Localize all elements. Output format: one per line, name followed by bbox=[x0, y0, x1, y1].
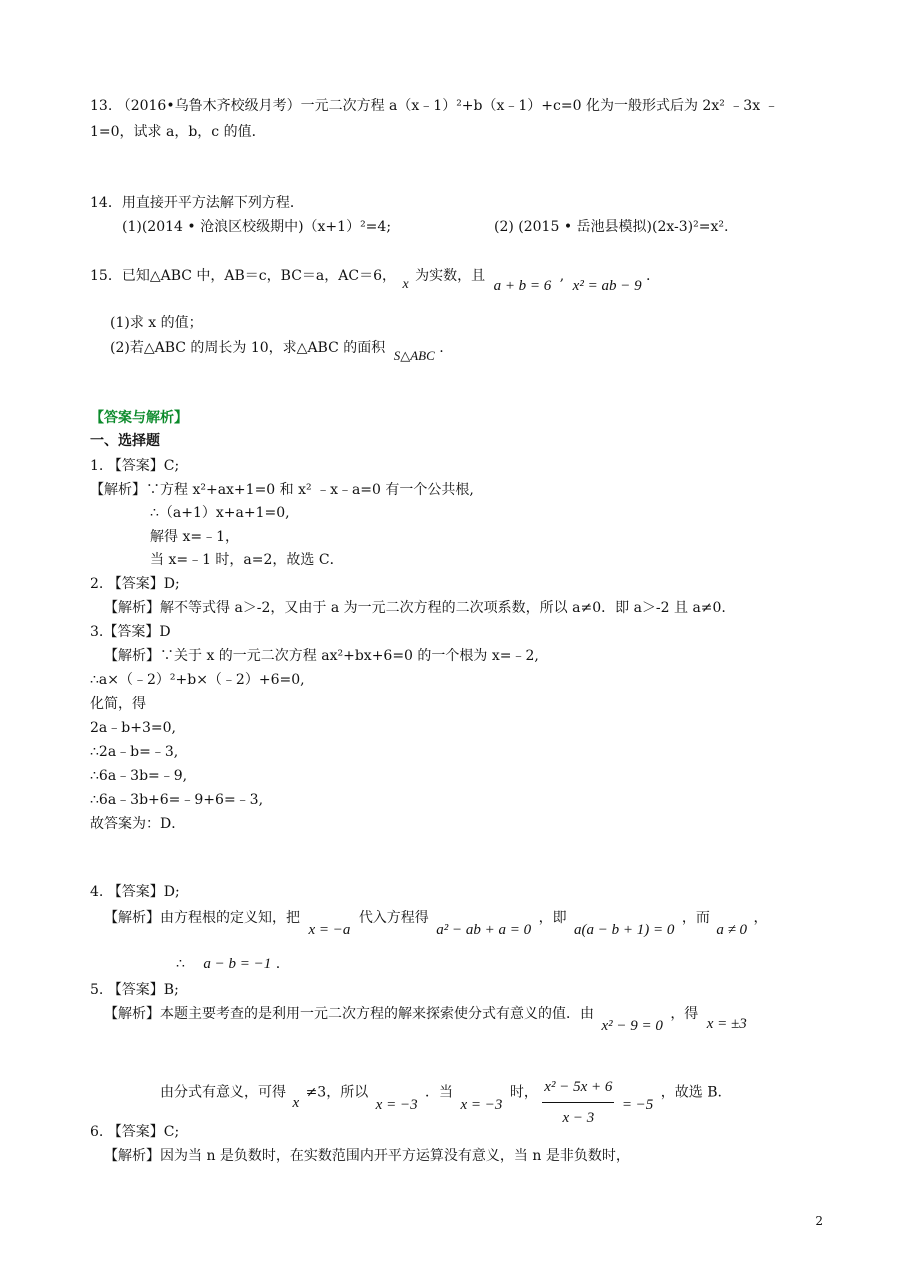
q15-eq2: x² = ab − 9 bbox=[572, 278, 642, 294]
q15-area-symbol: S△ABC bbox=[393, 348, 435, 363]
a5-text-d: ≠3，所以 bbox=[305, 1084, 369, 1101]
a4-math-3: a(a − b + 1) = 0 bbox=[574, 922, 675, 938]
a3-line4: 2a﹣b+3=0, bbox=[90, 720, 176, 736]
a4-text-c: ，即 bbox=[538, 910, 567, 926]
a3-answer: 3.【答案】D bbox=[90, 624, 171, 640]
a4-text-d: ，而 bbox=[681, 910, 710, 926]
a5-text-a: 【解析】本题主要考查的是利用一元二次方程的解来探索使分式有意义的值．由 bbox=[104, 1006, 594, 1022]
q15-var-x: x bbox=[402, 277, 409, 292]
a4-answer: 4. 【答案】D; bbox=[90, 884, 180, 900]
a4-end: . bbox=[275, 956, 281, 972]
q13-line1: 13. （2016•乌鲁木齐校级月考）一元二次方程 a（x﹣1）²+b（x﹣1）+c=0 化为一般形式后为 2x² ﹣3x ﹣ bbox=[90, 98, 779, 114]
a5-fraction-denominator: x − 3 bbox=[562, 1110, 595, 1126]
q15-line1: 15．已知△ABC 中，AB＝c，BC＝a，AC＝6， x 为实数，且 a + b = 6 , x² = ab − 9 . bbox=[90, 268, 651, 294]
q14-part1: (1)(2014 • 沧浪区校级期中)（x+1）²=4; bbox=[122, 219, 392, 235]
q14-part2: (2) (2015 • 岳池县模拟)(2x-3)²=x². bbox=[494, 219, 729, 235]
a3-line7: ∴6a﹣3b+6=﹣9+6=﹣3, bbox=[90, 792, 264, 808]
a5-answer: 5. 【答案】B; bbox=[90, 982, 179, 998]
a5-fraction bbox=[542, 1072, 614, 1133]
a3-line5: ∴2a﹣b=﹣3, bbox=[90, 744, 179, 760]
a3-line3: 化简，得 bbox=[90, 696, 146, 712]
a6-answer: 6. 【答案】C; bbox=[90, 1124, 180, 1140]
a4-text-a: 【解析】由方程根的定义知，把 bbox=[104, 910, 300, 926]
a2-line1: 【解析】解不等式得 a＞-2，又由于 a 为一元二次方程的二次项系数，所以 a≠0．即 a＞-2 且 a≠0. bbox=[104, 600, 726, 616]
a5-math-1: x² − 9 = 0 bbox=[601, 1018, 663, 1034]
q15-text: 15．已知△ABC 中，AB＝c，BC＝a，AC＝6， bbox=[90, 268, 396, 284]
a3-line6: ∴6a﹣3b=﹣9, bbox=[90, 768, 188, 784]
a2-answer: 2. 【答案】D; bbox=[90, 576, 180, 592]
a4-text-e: ， bbox=[753, 910, 768, 926]
q15-sub2-text: (2)若△ABC 的周长为 10，求△ABC 的面积 bbox=[110, 340, 386, 356]
q15-sub2 bbox=[110, 338, 444, 363]
a1-line2: ∴（a+1）x+a+1=0, bbox=[150, 505, 290, 521]
a5-text-e: ．当 bbox=[425, 1084, 454, 1101]
a5-math-2: x = ±3 bbox=[706, 1016, 747, 1032]
a5-text-g: ，故选 B. bbox=[660, 1084, 722, 1101]
a5-text-f: 时， bbox=[509, 1084, 538, 1101]
a4-line1 bbox=[104, 908, 768, 938]
a1-line3: 解得 x=﹣1， bbox=[150, 529, 239, 545]
a4-line2 bbox=[176, 954, 280, 974]
a5-math-3: x bbox=[292, 1094, 300, 1111]
a1-line4: 当 x=﹣1 时，a=2，故选 C． bbox=[150, 552, 344, 568]
a5-line1 bbox=[104, 1004, 747, 1034]
a5-text-b: ，得 bbox=[670, 1006, 699, 1022]
q13-line2: 1=0，试求 a，b，c 的值． bbox=[90, 124, 266, 140]
section-heading: 一、选择题 bbox=[90, 433, 160, 449]
q15-sub1: (1)求 x 的值； bbox=[110, 315, 203, 331]
a3-line8: 故答案为：D． bbox=[90, 816, 186, 832]
a4-text-b: 代入方程得 bbox=[358, 910, 429, 926]
a4-math-5: a − b = −1 bbox=[203, 956, 272, 972]
a1-line1: 【解析】∵方程 x²+ax+1=0 和 x² ﹣x﹣a=0 有一个公共根, bbox=[90, 482, 474, 498]
a4-therefore: ∴ bbox=[176, 956, 185, 972]
a3-line1: 【解析】∵关于 x 的一元二次方程 ax²+bx+6=0 的一个根为 x=﹣2, bbox=[104, 648, 539, 664]
a5-math-4: x = −3 bbox=[375, 1096, 418, 1113]
a5-math-5: x = −3 bbox=[460, 1096, 503, 1113]
a4-math-2: a² − ab + a = 0 bbox=[436, 922, 532, 938]
a4-math-4: a ≠ 0 bbox=[716, 922, 748, 938]
a5-fraction-numerator: x² − 5x + 6 bbox=[542, 1072, 614, 1103]
q14-line1: 14．用直接开平方法解下列方程． bbox=[90, 195, 304, 211]
a4-math-1: x = −a bbox=[308, 922, 351, 938]
a6-line1: 【解析】因为当 n 是负数时，在实数范围内开平方运算没有意义，当 n 是非负数时， bbox=[104, 1148, 630, 1164]
page-number: 2 bbox=[815, 1214, 823, 1228]
a1-answer: 1. 【答案】C; bbox=[90, 458, 180, 474]
answers-heading: 【答案与解析】 bbox=[90, 410, 188, 426]
q15-mid: 为实数，且 bbox=[415, 268, 486, 284]
q15-sub2-end: . bbox=[439, 340, 444, 356]
a5-text-c: 由分式有意义，可得 bbox=[160, 1084, 286, 1101]
q15-end: . bbox=[646, 268, 651, 284]
a5-math-6: = −5 bbox=[621, 1096, 654, 1113]
a3-line2: ∴a×（﹣2）²+b×（﹣2）+6=0, bbox=[90, 672, 305, 688]
q15-eq1: a + b = 6 bbox=[493, 278, 552, 294]
a5-line2 bbox=[160, 1062, 722, 1126]
